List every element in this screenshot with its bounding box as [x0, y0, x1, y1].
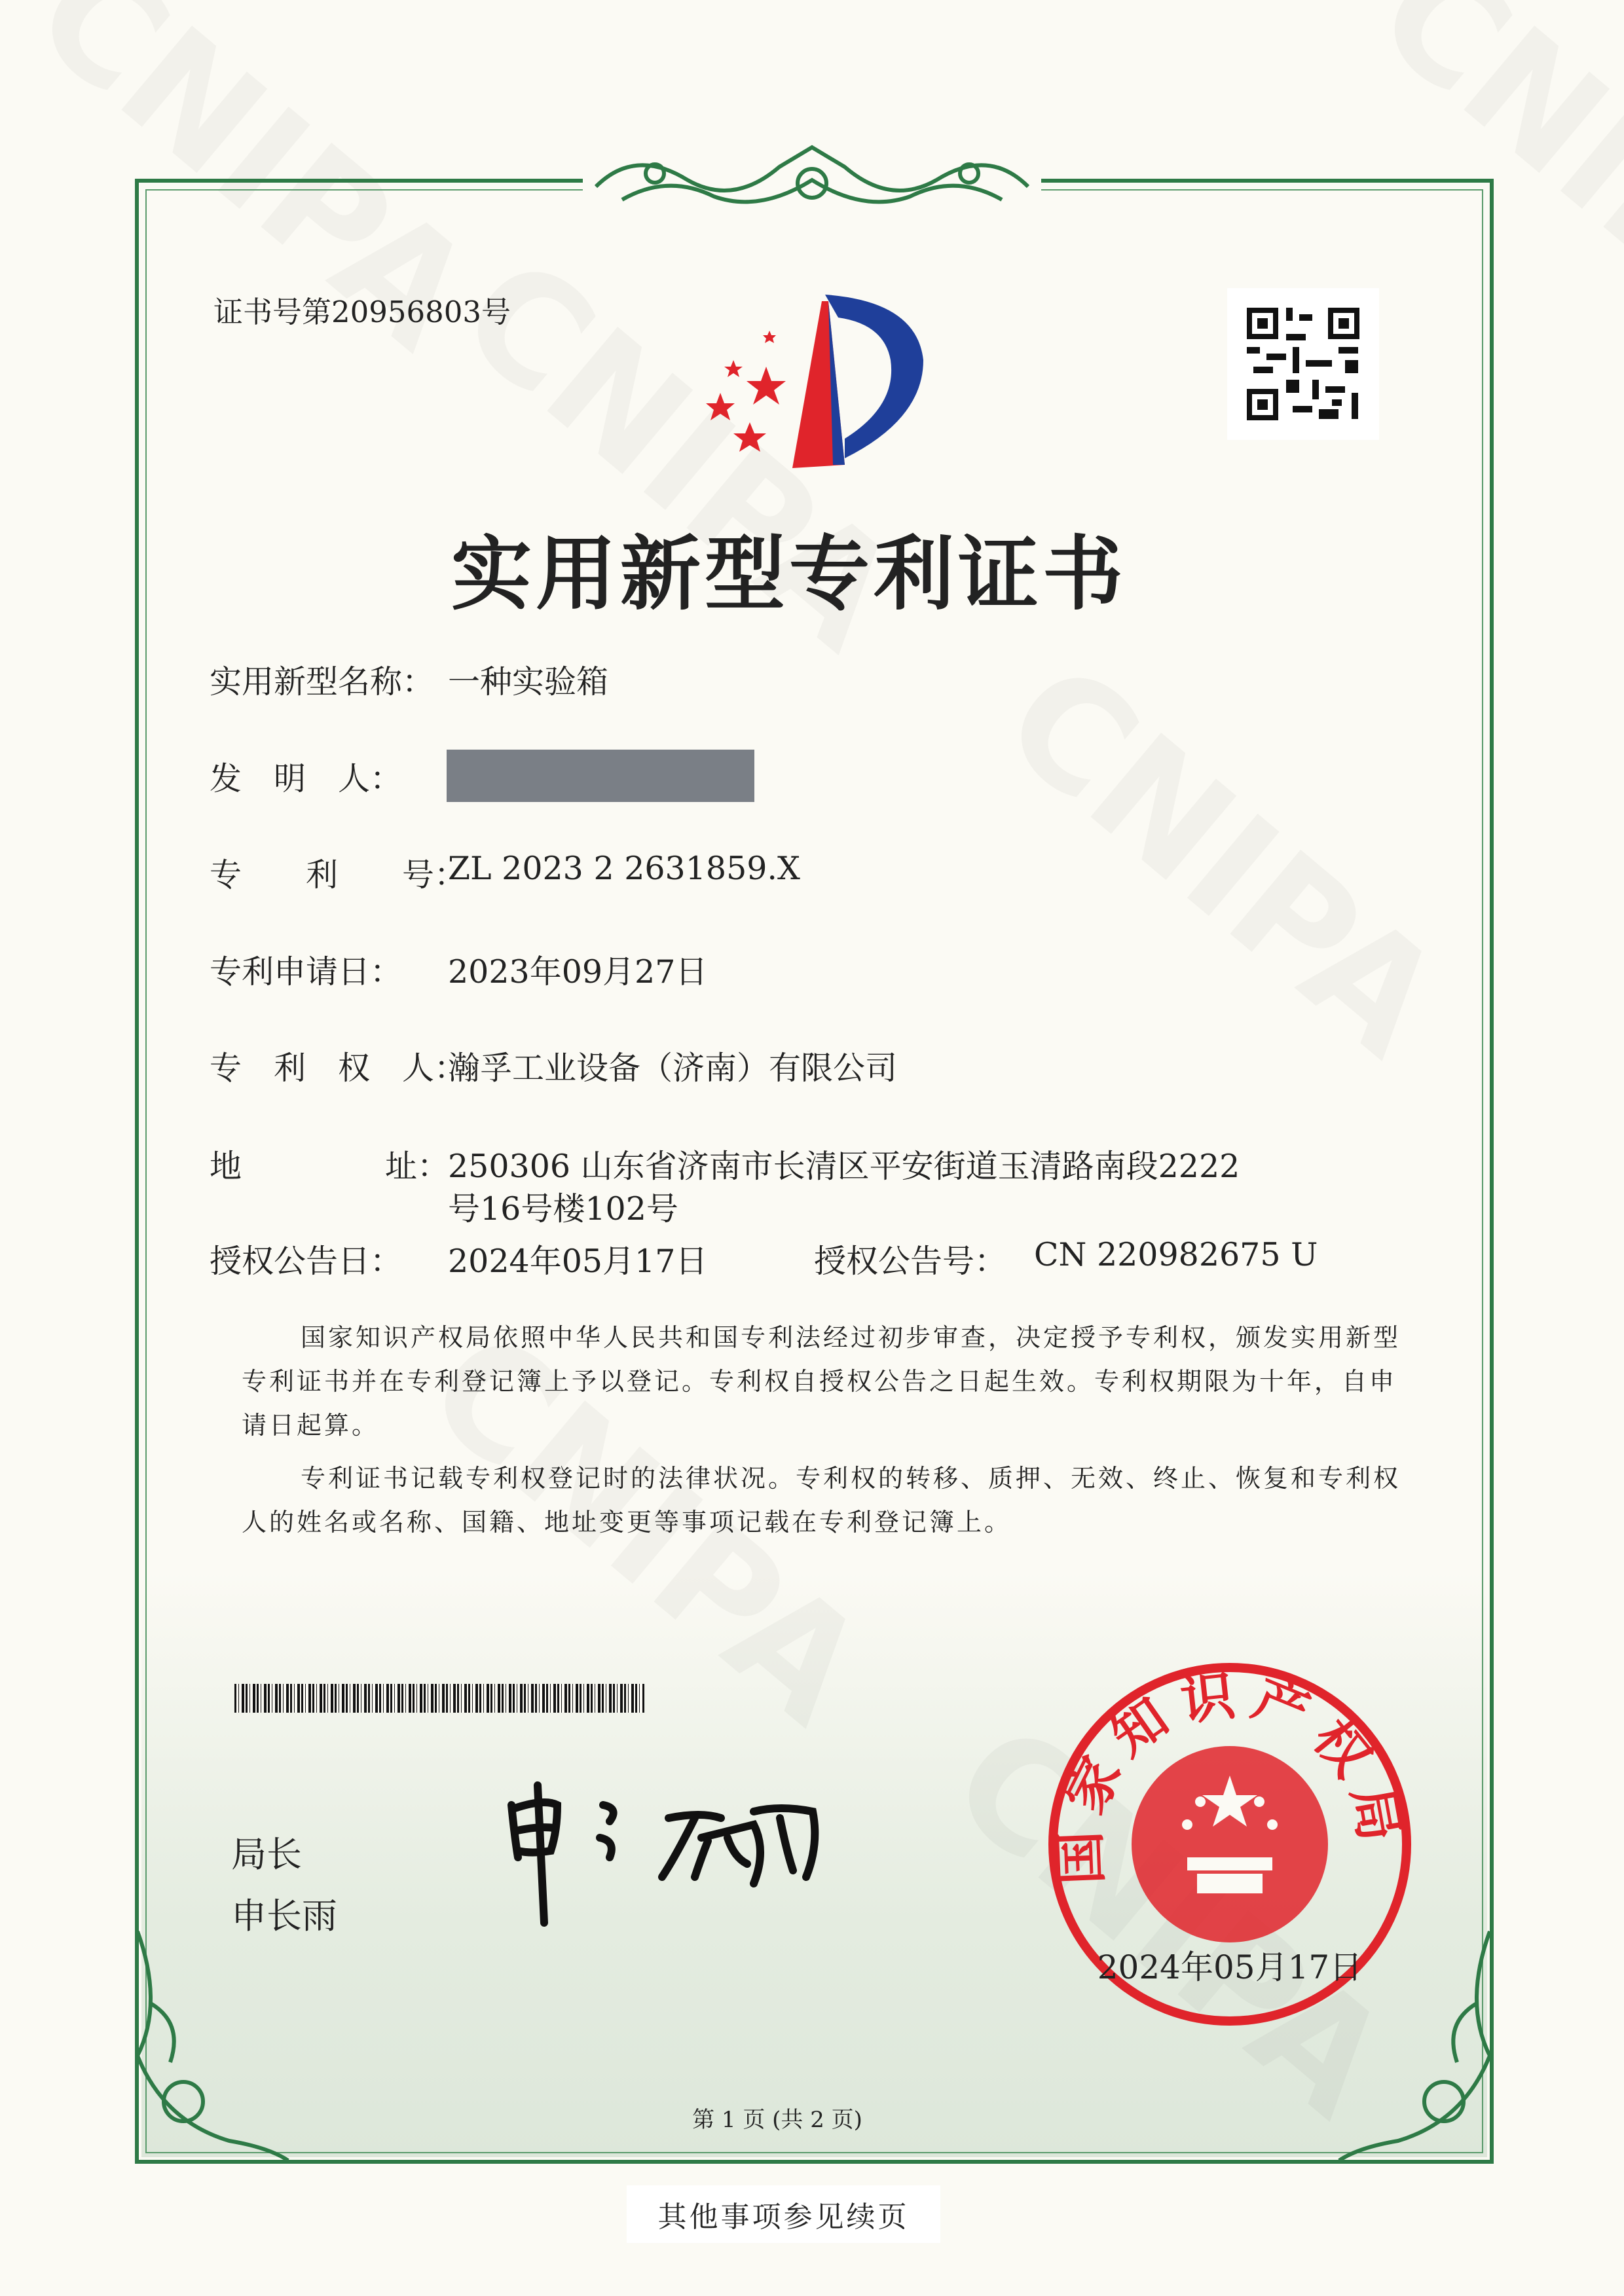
barcode-icon	[234, 1684, 644, 1713]
patent-number-value: ZL 2023 2 2631859.X	[448, 850, 800, 887]
signatory-title: 局长	[231, 1834, 302, 1875]
patentee-label: 专 利 权 人：	[210, 1049, 467, 1087]
inventor-redaction	[447, 750, 754, 802]
inventor-label: 发 明 人：	[210, 760, 403, 797]
qr-code-icon[interactable]	[1227, 288, 1379, 440]
filing-date-value: 2023年09月27日	[448, 953, 708, 991]
continuation-note	[627, 2185, 940, 2243]
seal-date: 2024年05月17日	[1097, 1948, 1363, 1986]
continuation-note-text: 其他事项参见续页	[657, 2200, 910, 2234]
top-ornament-icon	[583, 134, 1041, 219]
address-line-1: 250306 山东省济南市长清区平安街道玉清路南段2222	[448, 1148, 1240, 1185]
official-seal-icon	[1046, 1661, 1413, 2028]
certificate-number: 证书号第20956803号	[213, 295, 511, 329]
corner-ornament-left-icon	[124, 1925, 295, 2167]
seal-text: 国家知识产权局	[1048, 1663, 1413, 1886]
signatory-name: 申长雨	[231, 1895, 337, 1937]
patentee-value: 瀚孚工业设备（济南）有限公司	[448, 1049, 898, 1087]
filing-date-label: 专利申请日：	[210, 953, 403, 991]
utility-model-name-value: 一种实验箱	[448, 663, 609, 701]
grant-date-label: 授权公告日：	[210, 1243, 403, 1280]
patent-number-label: 专 利 号：	[210, 856, 467, 894]
grant-number-value: CN 220982675 U	[1034, 1236, 1318, 1273]
address-label-suffix: 址：	[385, 1148, 450, 1185]
grant-number-label: 授权公告号：	[814, 1243, 1007, 1280]
address-line-2: 号16号楼102号	[448, 1190, 678, 1228]
utility-model-name-label: 实用新型名称：	[210, 663, 435, 701]
handwritten-signature-icon	[505, 1779, 832, 1929]
grant-date-value: 2024年05月17日	[448, 1243, 708, 1280]
page-title: 实用新型专利证书	[451, 527, 1127, 621]
statement-paragraph: 国家知识产权局依照中华人民共和国专利法经过初步审查，决定授予专利权，颁发实用新型专利证书并在专利登记簿上予以登记。专利权自授权公告之日起生效。专利权期限为十年，自申请日起算。	[242, 1323, 1401, 1440]
address-label: 地	[210, 1148, 242, 1185]
cnipa-logo-icon	[694, 288, 936, 471]
certificate-statement	[242, 1316, 1420, 1544]
statement-paragraph: 专利证书记载专利权登记时的法律状况。专利权的转移、质押、无效、终止、恢复和专利权人的姓名或名称、国籍、地址变更等事项记载在专利登记簿上。	[242, 1464, 1401, 1537]
page-footer: 第 1 页 (共 2 页)	[692, 2107, 862, 2133]
